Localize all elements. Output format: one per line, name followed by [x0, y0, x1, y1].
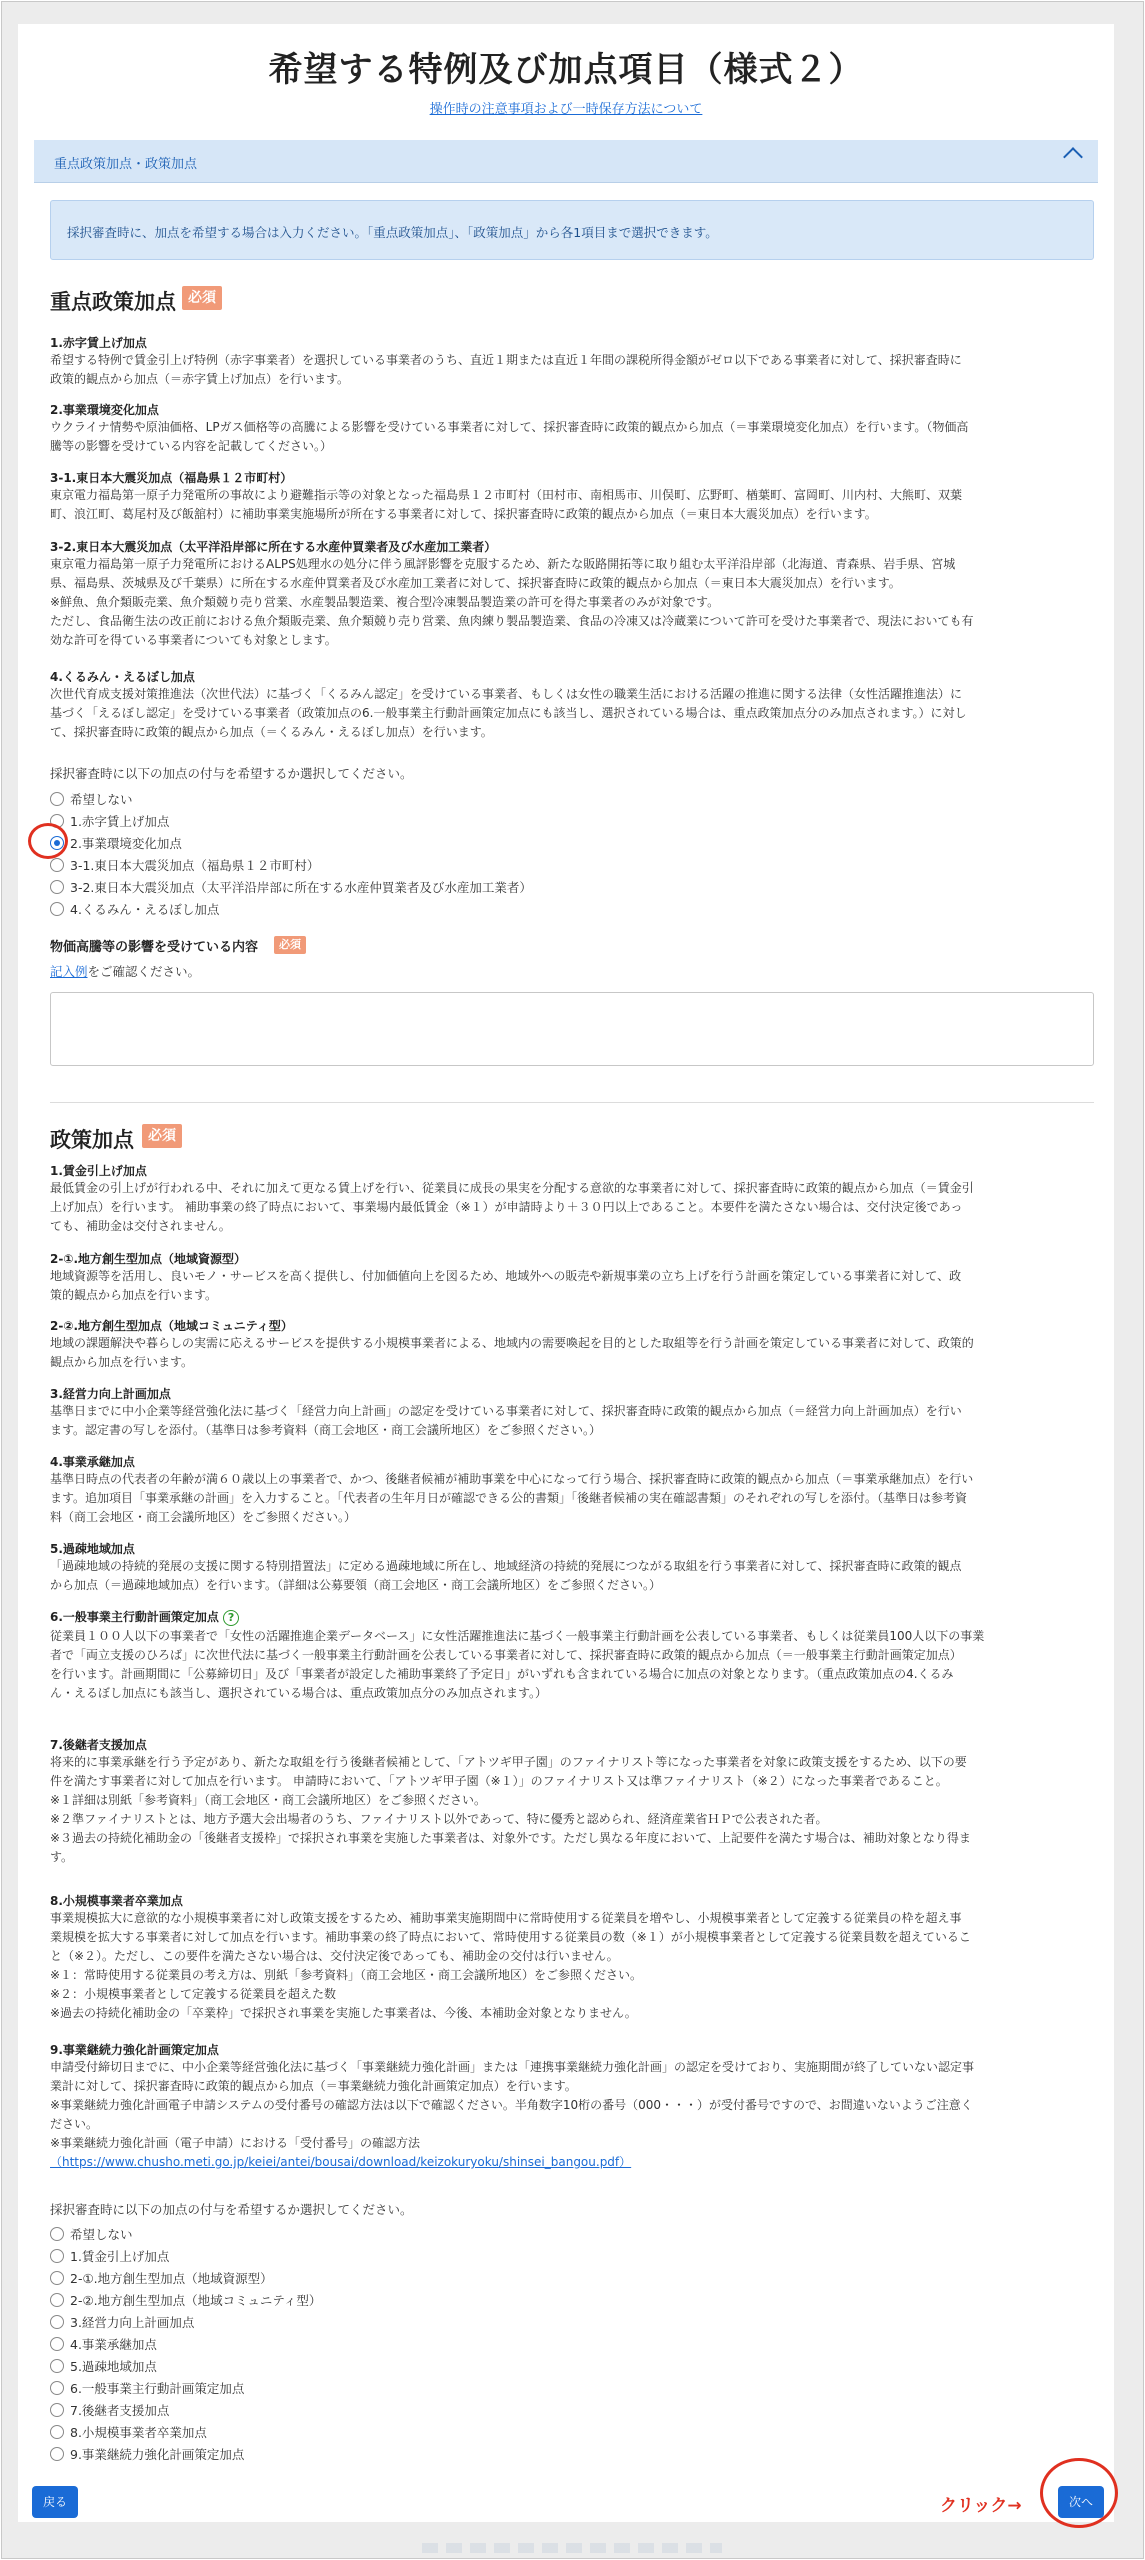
policy-question: 採択審査時に以下の加点の付与を希望するか選択してください。 [50, 2202, 413, 2217]
chevron-up-icon [1063, 147, 1083, 167]
page-title: 希望する特例及び加点項目（様式２） [268, 50, 864, 90]
impact-label: 物価高騰等の影響を受けている内容 [50, 940, 259, 955]
priority-item-desc: 希望する特例で賃金引上げ特例（赤字事業者）を選択している事業者のうち、直近１期または直近１年間の課税所得金額がゼロ以下である事業者に対して、採択審査時に 政策的観点から加点（＝赤字賃上げ加点）を行います。 [50, 353, 962, 386]
policy-item-desc: 地域の課題解決や暮らしの実需に応えるサービスを提供する小規模事業者による、地域内の需要喚起を目的とした取組等を行う計画を策定している事業者に対して、政策的 観点から加点を行います。 [50, 1336, 974, 1369]
policy-item-desc: 事業規模拡大に意欲的な小規模事業者に対し政策支援をするため、補助事業実施期間中に常時使用する従業員を増やし、小規模事業者として定義する従業員の枠を超え事 業規模を拡大する事業者に対して加点を行います。補助事業の終了時点において、常時使用する従業員の数（※１）が小規模事業者として定義する従業員数を超えているこ と（※２）。ただし、この要件を満たさない場合は、交付決定後であっても、補助金の交付は行いません。 ※１：常時使用する従業員の考え方は、別紙「参考資料」（商工会地区・商工会議所地区）をご参照ください。 ※２：小規模事業者として定義する従業員を超えた数 ※過去の持続化補助金の「卒業枠」で採択され事業を実施した事業者は、今後、本補助金対象となりません。 [50, 1911, 971, 2020]
priority-item-desc: ウクライナ情勢や原油価格、LPガス価格等の高騰による影響を受けている事業者に対して、採択審査時に政策的観点から加点（＝事業環境変化加点）を行います。（物価高 騰等の影響を受けている内容を記載してください。） [50, 420, 969, 453]
policy-item-desc: 基準日時点の代表者の年齢が満６０歳以上の事業者で、かつ、後継者候補が補助事業を中心になって行う場合、採択審査時に政策的観点から加点（＝事業承継加点）を行い ます。追加項目「事業承継の計画」を入力すること。「代表者の生年月日が確認できる公的書類」「後継者候補の実在確認書類」のそれぞれの写しを添付。（基準日は参考資 料（商工会地区・商工会議所地区）をご参照ください。） [50, 1472, 974, 1524]
policy-item-title: 8.小規模事業者卒業加点 [50, 1894, 183, 1908]
policy-item-desc: 「過疎地域の持続的発展の支援に関する特別措置法」に定める過疎地域に所在し、地域経済の持続的発展につながる取組を行う事業者に対して、採択審査時に政策的観点 から加点（＝過疎地域加点）を行います。（詳細は公募要領（商工会地区・商工会議所地区）をご参照ください。） [50, 1559, 962, 1592]
scroll-hint [422, 2543, 722, 2553]
policy-heading: 政策加点 [50, 1128, 134, 1152]
policy-item-title: 4.事業承継加点 [50, 1455, 135, 1469]
info-text: 採択審査時に、加点を希望する場合は入力ください。「重点政策加点」、「政策加点」から各1項目まで選択できます。 [67, 225, 718, 240]
example-text: 記入例をご確認ください。 [50, 964, 201, 979]
priority-item-title: 3-1.東日本大震災加点（福島県１２市町村） [50, 471, 293, 485]
policy-item-title: 3.経営力向上計画加点 [50, 1387, 171, 1401]
annotation-circle [28, 823, 68, 859]
policy-item-desc: 将来的に事業承継を行う予定があり、新たな取組を行う後継者候補として、「アトツギ甲子園」のファイナリスト等になった事業者を対象に政策支援をするため、以下の要 件を満たす事業者に対して加点を行います。 申請時において、「アトツギ甲子園（※１）」のファイナリスト又は準ファイナリスト（※２）になった事業者であること。 ※１詳細は別紙「参考資料」（商工会地区・商工会議所地区）をご参照ください。 ※２準ファイナリストとは、地方予選大会出場者のうち、ファイナリスト以外であって、特に優秀と認められ、経済産業省ＨＰで公表された者。 ※３過去の持続化補助金の「後継者支援枠」で採択され事業を実施した事業者は、対象外です。ただし異なる年度において、上記要件を満たす場合は、補助対象となり得ま す。 [50, 1755, 971, 1864]
policy-item-desc: 従業員１００人以下の事業者で「女性の活躍推進企業データベース」に女性活躍推進法に基づく一般事業主行動計画を公表している事業者、もしくは従業員100人以下の事業 者で「両立支援のひろば」に次世代法に基づく一般事業主行動計画を公表している事業者に対して、採択審査時に政策的観点から加点（＝一般事業主行動計画策定加点） を行います。計画期間に「公募締切日」及び「事業者が設定した補助事業終了予定日」がいずれも含まれている場合に加点の対象となります。（重点政策加点の4.くるみ ん・えるぼし加点にも該当し、選択されている場合は、重点政策加点分のみ加点されます。） [50, 1629, 985, 1700]
priority-item-desc: 東京電力福島第一原子力発電所におけるALPS処理水の処分に伴う風評影響を克服するため、新たな販路開拓等に取り組む太平洋沿岸部（北海道、青森県、岩手県、宮城 県、福島県、茨城県及び千葉県）に所在する水産仲買業者及び水産加工業者に対して、採択審査時に政策的観点から加点（＝東日本大震災加点）を行います。 ※鮮魚、魚介類販売業、魚介類競り売り営業、水産製品製造業、複合型冷凍製品製造業の許可を得た事業者のみが対象です。 ただし、食品衛生法の改正前における魚介類販売業、魚介類競り売り営業、魚肉練り製品製造業、食品の冷凍又は冷蔵業について許可を受けた事業者で、現法においても有 効な許可を得ている事業者についても対象とします。 [50, 557, 974, 647]
next-button[interactable]: 次へ [1058, 2486, 1104, 2518]
priority-item-title: 1.赤字賃上げ加点 [50, 336, 147, 350]
click-hint: クリック→ [940, 2496, 1022, 2516]
question-circle-icon[interactable]: ? [223, 1610, 239, 1626]
policy-item-title: 5.過疎地域加点 [50, 1542, 135, 1556]
priority-heading: 重点政策加点 [50, 290, 176, 314]
priority-item-desc: 次世代育成支援対策推進法（次世代法）に基づく「くるみん認定」を受けている事業者、もしくは女性の職業生活における活躍の推進に関する法律（女性活躍推進法）に 基づく「えるぼし認定」を受けている事業者（政策加点の6.一般事業主行動計画策定加点にも該当し、選択されている場合は、重点政策加点分のみ加点されます。）に対し て、採択審査時に政策的観点から加点（＝くるみん・えるぼし加点）を行います。 [50, 687, 967, 739]
priority-item-title: 3-2.東日本大震災加点（太平洋沿岸部に所在する水産仲買業者及び水産加工業者） [50, 540, 497, 554]
impact-textarea[interactable] [50, 992, 1094, 1066]
policy-item-title: 6.一般事業主行動計画策定加点 ? [50, 1608, 239, 1626]
priority-question: 採択審査時に以下の加点の付与を希望するか選択してください。 [50, 766, 413, 781]
bangou-link[interactable]: （https://www.chusho.meti.go.jp/keiei/antei/bousai/download/keizokuryoku/shinsei_bangou.pdf） [50, 2155, 632, 2169]
form-card: 希望する特例及び加点項目（様式２） 操作時の注意事項および一時保存方法について 重点政策加点・政策加点 採択審査時に、加点を希望する場合は入力ください。「重点政策加点」、「政策加点」から各1項目まで選択できます。 重点政策加点 必須 1.赤字賃上げ加点 希望する特例で賃金引上げ特例（赤字事業者）を選択している事業者のうち、直近１期または直近１年間の課税所得金額がゼロ以下である事業者に対して、採択審査時に 政策的観点から加点（＝赤字賃上げ加点）を行います。 2.事業環境変化加点 ウクライナ情勢や原油価格、LPガス価格等の高騰による影響を受けている事業者に対して、採択審査時に政策的観点から加点（＝事業環境変化加点）を行います。（物価高 騰等の影響を受けている内容を記載してください。） 3-1.東日本大震災加点（福島県１２市町村） 東京電力福島第一原子力発電所の事故により避難指示等の対象となった福島県１２市町村（田村市、南相馬市、川俣町、広野町、楢葉町、富岡町、川内村、大熊町、双葉 町、浪江町、葛尾村及び飯舘村）に補助事業実施場所が所在する事業者に対して、採択審査時に政策的観点から加点（＝東日本大震災加点）を行います。 3-2.東日本大震災加点（太平洋沿岸部に所在する水産仲買業者及び水産加工業者） 東京電力福島第一原子力発電所におけるALPS処理水の処分に伴う風評影響を克服するため、新たな販路開拓等に取り組む太平洋沿岸部（北海道、青森県、岩手県、宮城 県、福島県、茨城県及び千葉県）に所在する水産仲買業者及び水産加工業者に対して、採択審査時に政策的観点から加点（＝東日本大震災加点）を行います。 ※鮮魚、魚介類販売業、魚介類競り売り営業、水産製品製造業、複合型冷凍製品製造業の許可を得た事業者のみが対象です。 ただし、食品衛生法の改正前における魚介類販売業、魚介類競り売り営業、魚肉練り製品製造業、食品の冷凍又は冷蔵業について許可を受けた事業者で、現法においても有 効な許可を得ている事業者についても対象とします。 4.くるみん・えるぼし加点 次世代育成支援対策推進法（次世代法）に基づく「くるみん認定」を受けている事業者、もしくは女性の職業生活における活躍の推進に関する法律（女性活躍推進法）に 基づく「えるぼし認定」を受けている事業者（政策加点の6.一般事業主行動計画策定加点にも該当し、選択されている場合は、重点政策加点分のみ加点されます。）に対し て、採択審査時に政策的観点から加点（＝くるみん・えるぼし加点）を行います。 採択審査時に以下の加点の付与を希望するか選択してください。 希望しない 1.赤字賃上げ加点 2.事業環境変化加点 3-1.東日本大震災加点（福島県１２市町村） 3-2.東日本大震災加点（太平洋沿岸部に所在する水産仲買業者及び水産加工業者） 4.くるみん・えるぼし加点 物価高騰等の影響を受けている内容 必須 記入例をご確認ください。 政策加点 必須 1.賃金引上げ加点 最低賃金の引上げが行われる中、それに加えて更なる賃上げを行い、従業員に成長の果実を分配する意欲的な事業者に対して、採択審査時に政策的観点から加点（＝賃金引 上げ加点）を行います。 補助事業の終了時点において、事業場内最低賃金（※１）が申請時より＋３０円以上であること。本要件を満たさない場合は、交付決定後であっ ても、補助金は交付されません。 2-①.地方創生型加点（地域資源型） 地域資源等を活用し、良いモノ・サービスを高く提供し、付加価値向上を図るため、地域外への販売や新規事業の立ち上げを行う計画を策定している事業者に対して、政 策的観点から加点を行います。 2-②.地方創生型加点（地域コミュニティ型） 地域の課題解決や暮らしの実需に応えるサービスを提供する小規模事業者による、地域内の需要喚起を目的とした取組等を行う計画を策定している事業者に対して、政策的 観点から加点を行います。 3.経営力向上計画加点 基準日までに中小企業等経営強化法に基づく「経営力向上計画」の認定を受けている事業者に対して、採択審査時に政策的観点から加点（＝経営力向上計画加点）を行い ます。認定書の写しを添付。（基準日は参考資料（商工会地区・商工会議所地区）をご参照ください。） 4.事業承継加点 基準日時点の代表者の年齢が満６０歳以上の事業者で、かつ、後継者候補が補助事業を中心になって行う場合、採択審査時に政策的観点から加点（＝事業承継加点）を行い ます。追加項目「事業承継の計画」を入力すること。「代表者の生年月日が確認できる公的書類」「後継者候補の実在確認書類」のそれぞれの写しを添付。（基準日は参考資 料（商工会地区・商工会議所地区）をご参照ください。） 5.過疎地域加点 「過疎地域の持続的発展の支援に関する特別措置法」に定める過疎地域に所在し、地域経済の持続的発展につながる取組を行う事業者に対して、採択審査時に政策的観点 から加点（＝過疎地域加点）を行います。（詳細は公募要領（商工会地区・商工会議所地区）をご参照ください。） 6.一般事業主行動計画策定加点 ? 従業員１００人以下の事業者で「女性の活躍推進企業データベース」に女性活躍推進法に基づく一般事業主行動計画を公表している事業者、もしくは従業員100人以下の事業 者で「両立支援のひろば」に次世代法に基づく一般事業主行動計画を公表している事業者に対して、採択審査時に政策的観点から加点（＝一般事業主行動計画策定加点） を行います。計画期間に「公募締切日」及び「事業者が設定した補助事業終了予定日」がいずれも含まれている場合に加点の対象となります。（重点政策加点の4.くるみ ん・えるぼし加点にも該当し、選択されている場合は、重点政策加点分のみ加点されます。） 7.後継者支援加点 将来的に事業承継を行う予定があり、新たな取組を行う後継者候補として、「アトツギ甲子園」のファイナリスト等になった事業者を対象に政策支援をするため、以下の要 件を満たす事業者に対して加点を行います。 申請時において、「アトツギ甲子園（※１）」のファイナリスト又は準ファイナリスト（※２）になった事業者であること。 ※１詳細は別紙「参考資料」（商工会地区・商工会議所地区）をご参照ください。 ※２準ファイナリストとは、地方予選大会出場者のうち、ファイナリスト以外であって、特に優秀と認められ、経済産業省ＨＰで公表された者。 ※３過去の持続化補助金の「後継者支援枠」で採択され事業を実施した事業者は、対象外です。ただし異なる年度において、上記要件を満たす場合は、補助対象となり得ま す。 8.小規模事業者卒業加点 事業規模拡大に意欲的な小規模事業者に対し政策支援をするため、補助事業実施期間中に常時使用する従業員を増やし、小規模事業者として定義する従業員の枠を超え事 業規模を拡大する事業者に対して加点を行います。補助事業の終了時点において、常時使用する従業員の数（※１）が小規模事業者として定義する従業員数を超えているこ と（※２）。ただし、この要件を満たさない場合は、交付決定後であっても、補助金の交付は行いません。 ※１：常時使用する従業員の考え方は、別紙「参考資料」（商工会地区・商工会議所地区）をご参照ください。 ※２：小規模事業者として定義する従業員を超えた数 ※過去の持続化補助金の「卒業枠」で採択され事業を実施した事業者は、今後、本補助金対象となりません。 9.事業継続力強化計画策定加点 申請受付締切日までに、中小企業等経営強化法に基づく「事業継続力強化計画」または「連携事業継続力強化計画」の認定を受けており、実施期間が終了していない認定事 業計に対して、採択審査時に政策的観点から加点（＝事業継続力強化計画策定加点）を行います。 ※事業継続力強化計画電子申請システムの受付番号の確認方法は以下で確認ください。半角数字10桁の番号（000・・・）が受付番号ですので、お間違いないようご注意く ださい。 ※事業継続力強化計画（電子申請）における「受付番号」の確認方法 （https://www.chusho.meti.go.jp/keiei/antei/bousai/download/keizokuryoku/shinsei_bangou.pdf） 採択審査時に以下の加点の付与を希望するか選択してください。 希望しない 1.賃金引上げ加点 2-①.地方創生型加点（地域資源型） 2-②.地方創生型加点（地域コミュニティ型） 3.経営力向上計画加点 4.事業承継加点 5.過疎地域加点 6.一般事業主行動計画策定加点 7.後継者支援加点 8.小規模事業者卒業加点 9.事業継続力強化計画策定加点 戻る クリック→ 次へ [18, 24, 1114, 2522]
priority-item-desc: 東京電力福島第一原子力発電所の事故により避難指示等の対象となった福島県１２市町村（田村市、南相馬市、川俣町、広野町、楢葉町、富岡町、川内村、大熊町、双葉 町、浪江町、葛尾村及び飯舘村）に補助事業実施場所が所在する事業者に対して、採択審査時に政策的観点から加点（＝東日本大震災加点）を行います。 [50, 488, 963, 521]
page-frame [1, 1, 1144, 2559]
policy-item-title: 9.事業継続力強化計画策定加点 [50, 2043, 219, 2057]
info-box [50, 200, 1094, 260]
accordion-label: 重点政策加点・政策加点 [54, 157, 198, 172]
help-link[interactable]: 操作時の注意事項および一時保存方法について [429, 102, 703, 117]
policy-item-title: 2-②.地方創生型加点（地域コミュニティ型） [50, 1319, 293, 1333]
priority-item-title: 4.くるみん・えるぼし加点 [50, 670, 195, 684]
policy-item-desc: 基準日までに中小企業等経営強化法に基づく「経営力向上計画」の認定を受けている事業者に対して、採択審査時に政策的観点から加点（＝経営力向上計画加点）を行い ます。認定書の写しを添付。（基準日は参考資料（商工会地区・商工会議所地区）をご参照ください。） [50, 1404, 962, 1437]
annotation-circle [1040, 2458, 1118, 2528]
policy-item-desc: 地域資源等を活用し、良いモノ・サービスを高く提供し、付加価値向上を図るため、地域外への販売や新規事業の立ち上げを行う計画を策定している事業者に対して、政 策的観点から加点を行います。 [50, 1269, 962, 1302]
example-link[interactable]: 記入例 [50, 964, 88, 979]
policy-item-title: 1.賃金引上げ加点 [50, 1164, 147, 1178]
accordion-header[interactable] [34, 140, 1098, 183]
policy-item-title: 7.後継者支援加点 [50, 1738, 147, 1752]
policy-item-title: 2-①.地方創生型加点（地域資源型） [50, 1252, 247, 1266]
required-badge: 必須 [274, 936, 306, 954]
priority-item-title: 2.事業環境変化加点 [50, 403, 159, 417]
section-divider [50, 1102, 1094, 1103]
required-badge: 必須 [182, 286, 222, 310]
required-badge: 必須 [142, 1124, 182, 1148]
policy-item-desc: 最低賃金の引上げが行われる中、それに加えて更なる賃上げを行い、従業員に成長の果実を分配する意欲的な事業者に対して、採択審査時に政策的観点から加点（＝賃金引 上げ加点）を行います。 補助事業の終了時点において、事業場内最低賃金（※１）が申請時より＋３０円以上であること。本要件を満たさない場合は、交付決定後であっ ても、補助金は交付されません。 [50, 1181, 974, 1233]
policy-item-desc: 申請受付締切日までに、中小企業等経営強化法に基づく「事業継続力強化計画」または「連携事業継続力強化計画」の認定を受けており、実施期間が終了していない認定事 業計に対して、採択審査時に政策的観点から加点（＝事業継続力強化計画策定加点）を行います。 ※事業継続力強化計画電子申請システムの受付番号の確認方法は以下で確認ください。半角数字10桁の番号（000・・・）が受付番号ですので、お間違いないようご注意く ださい。 ※事業継続力強化計画（電子申請）における「受付番号」の確認方法 （https://www.chusho.meti.go.jp/keiei/antei/bousai/download/keizokuryoku/shinsei_bangou.pdf） [50, 2058, 1094, 2172]
back-button[interactable]: 戻る [32, 2486, 78, 2518]
